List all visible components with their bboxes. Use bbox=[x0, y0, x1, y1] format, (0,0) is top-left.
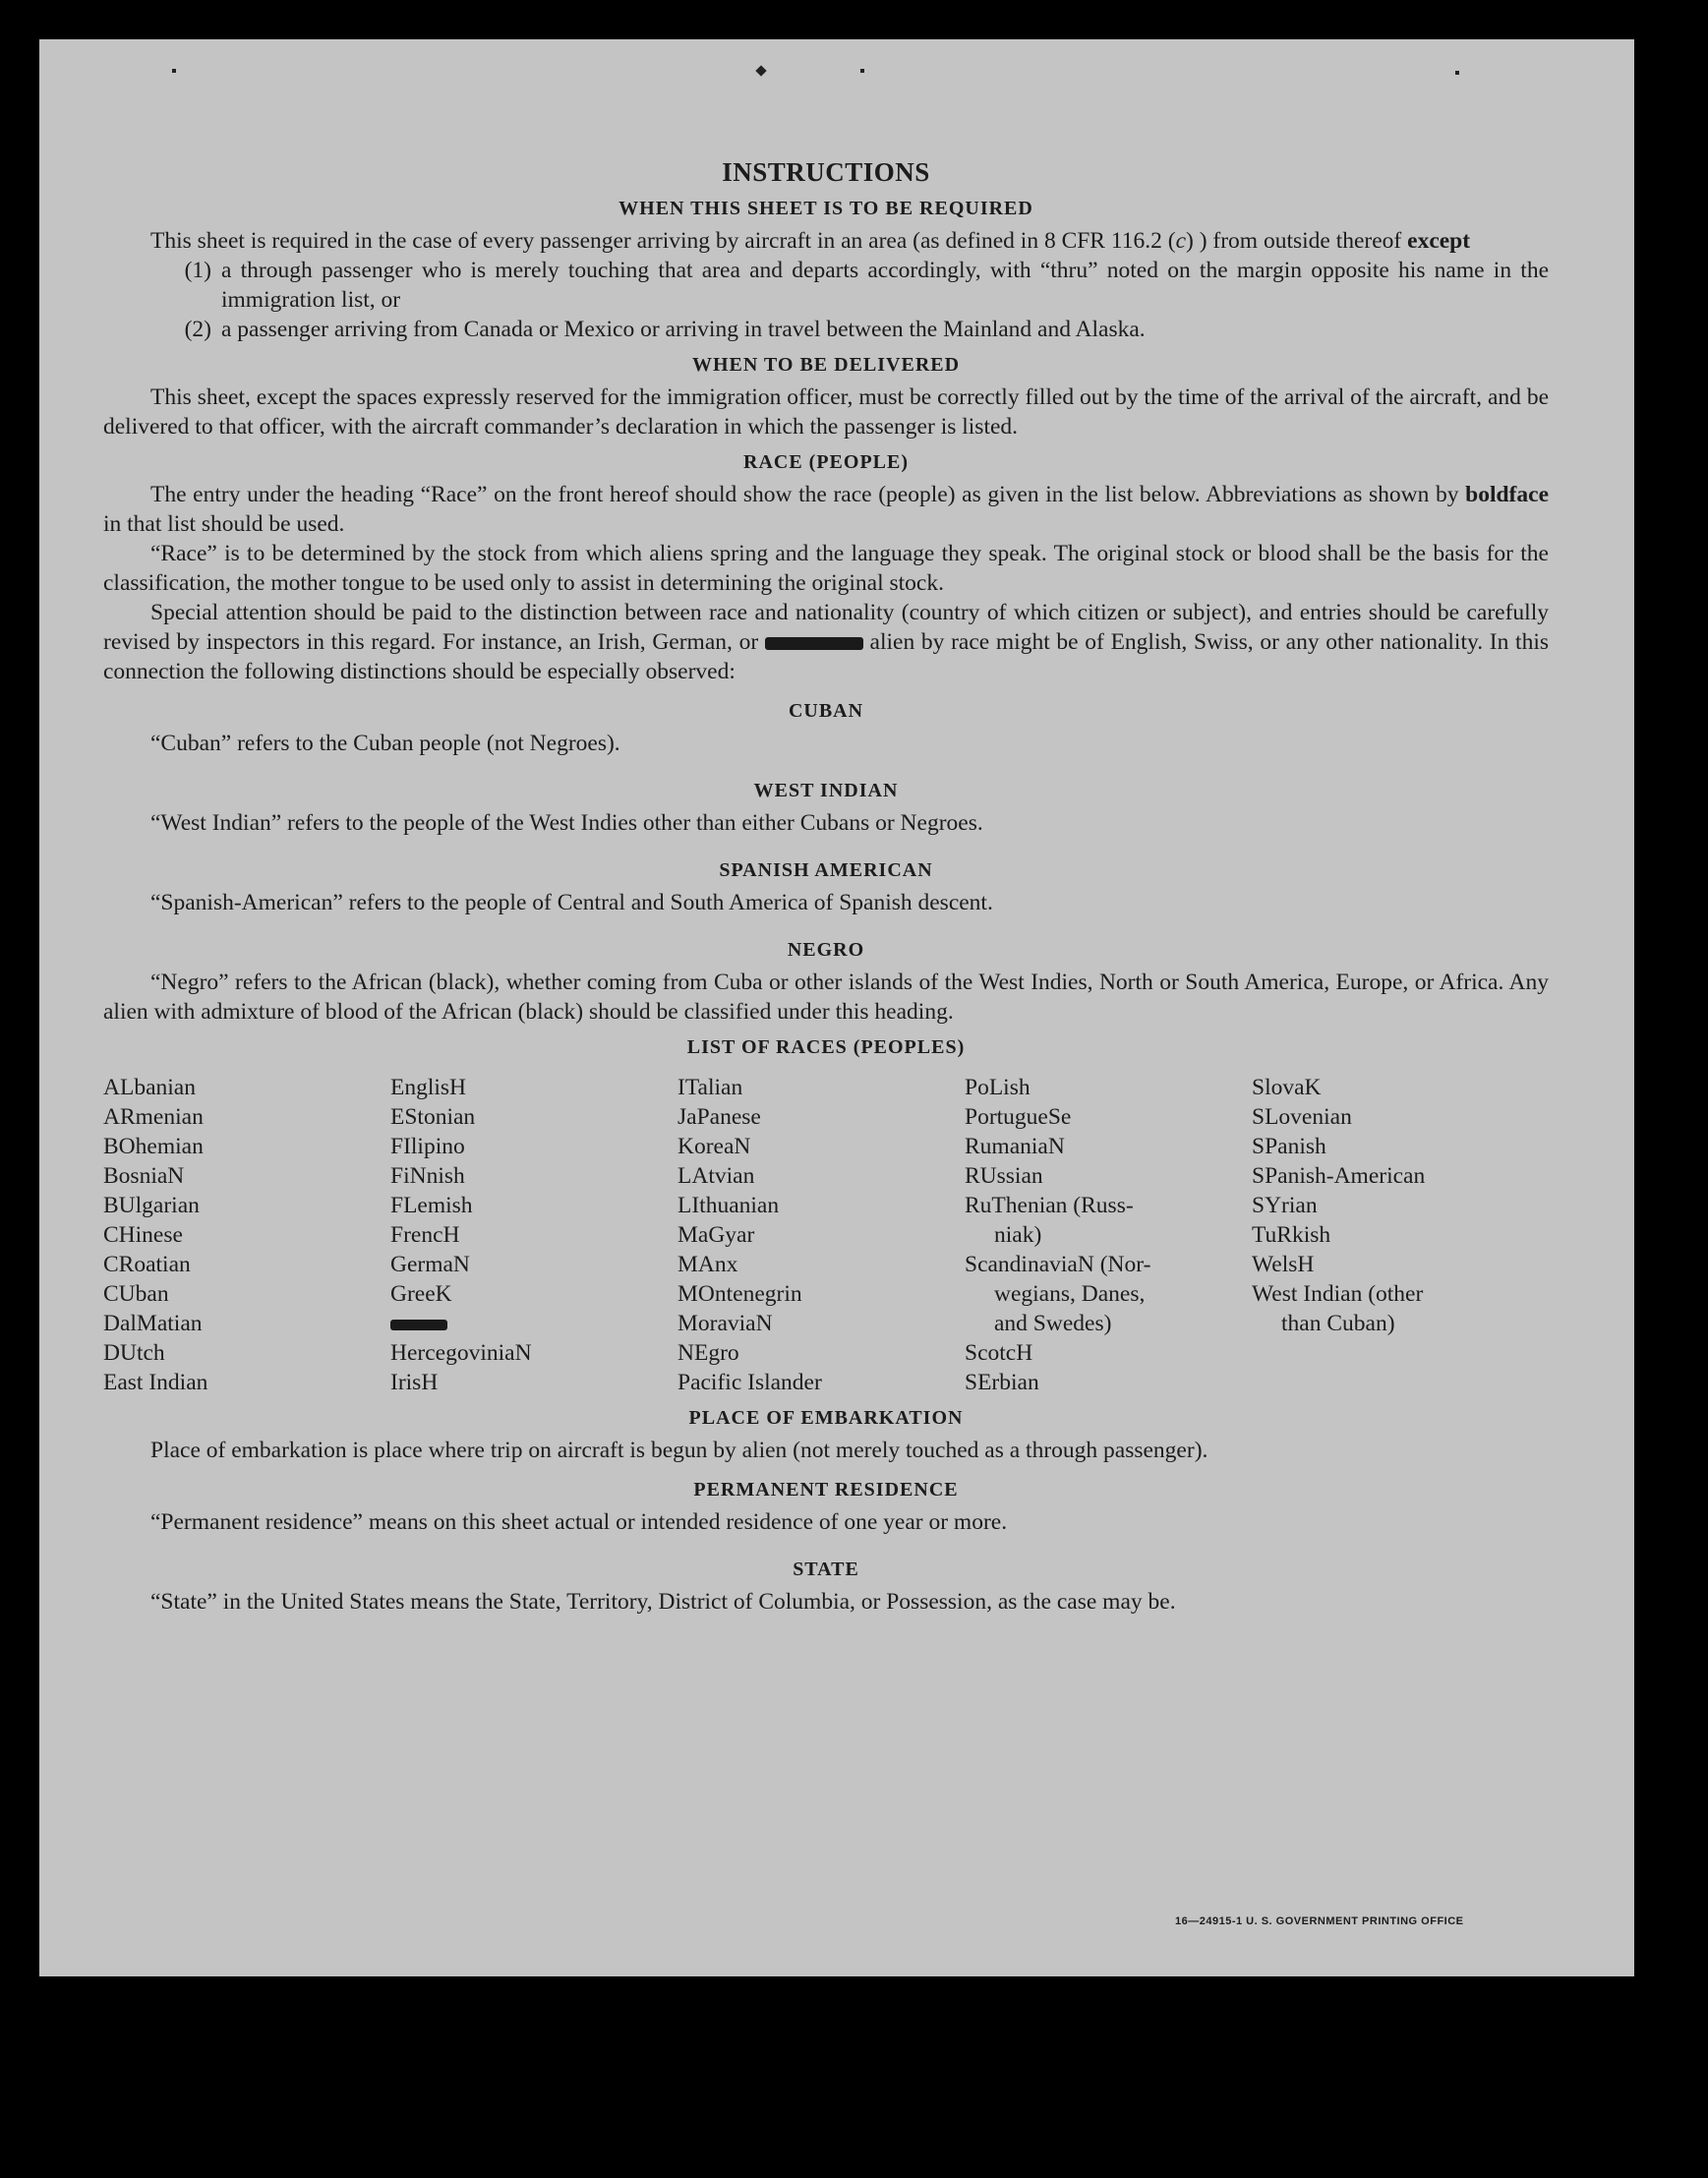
intro-italic-c: c bbox=[1175, 228, 1186, 254]
list-item-text: a through passenger who is merely touching that area and departs accordingly, with “thru” noted on the margin opposite his name in the immigration list, or bbox=[221, 258, 1549, 313]
race-entry: SYrian bbox=[1252, 1193, 1318, 1218]
race-entry-continuation: and Swedes) bbox=[994, 1311, 1112, 1336]
race-entry: ScandinaviaN (Nor- bbox=[965, 1252, 1151, 1277]
race-entry: BOhemian bbox=[103, 1134, 204, 1159]
race-entry: RuThenian (Russ- bbox=[965, 1193, 1134, 1218]
race-entry: FiNnish bbox=[390, 1163, 465, 1189]
race-text: The entry under the heading “Race” on the front hereof should show the race (people) as given in the list below. Abbreviations as shown by bbox=[150, 482, 1466, 507]
race-entry: Pacific Islander bbox=[677, 1370, 822, 1395]
race-entry: CRoatian bbox=[103, 1252, 191, 1277]
race-entry: SPanish-American bbox=[1252, 1163, 1426, 1189]
race-entry: FrencH bbox=[390, 1222, 460, 1248]
instructions-body bbox=[103, 157, 1549, 1617]
intro-text: ) ) from outside thereof bbox=[1186, 228, 1408, 254]
section-heading-spanish-american: SPANISH AMERICAN bbox=[719, 859, 933, 881]
race-entry: SLovenian bbox=[1252, 1104, 1352, 1130]
race-entry: GreeK bbox=[390, 1281, 452, 1307]
embarkation-text: Place of embarkation is place where trip on aircraft is begun by alien (not merely touched as a through passenger). bbox=[150, 1438, 1208, 1463]
race-entry: NEgro bbox=[677, 1340, 739, 1366]
races-list bbox=[103, 1073, 1549, 1397]
section-heading-state: STATE bbox=[793, 1559, 859, 1580]
race-entry: PortugueSe bbox=[965, 1104, 1072, 1130]
speck-mark bbox=[172, 69, 176, 73]
race-text: in that list should be used. bbox=[103, 511, 345, 537]
race-entry: HercegoviniaN bbox=[390, 1340, 532, 1366]
race-entry: BosniaN bbox=[103, 1163, 185, 1189]
race-entry: EnglisH bbox=[390, 1075, 467, 1100]
race-entry: SErbian bbox=[965, 1370, 1039, 1395]
race-paragraph-3 bbox=[103, 598, 1549, 686]
race-entry: RUssian bbox=[965, 1163, 1043, 1189]
race-entry: BUlgarian bbox=[103, 1193, 200, 1218]
spanish-american-text: “Spanish-American” refers to the people of Central and South America of Spanish descent. bbox=[150, 890, 993, 915]
race-entry: DalMatian bbox=[103, 1311, 203, 1336]
redaction-blot bbox=[765, 637, 863, 650]
race-entry: LAtvian bbox=[677, 1163, 755, 1189]
race-entry: FIlipino bbox=[390, 1134, 465, 1159]
race-entry: SPanish bbox=[1252, 1134, 1326, 1159]
speck-mark bbox=[755, 65, 766, 76]
section-heading-races-list: LIST OF RACES (PEOPLES) bbox=[686, 1036, 966, 1058]
state-text: “State” in the United States means the State, Territory, District of Columbia, or Possession, as the case may be. bbox=[150, 1589, 1176, 1615]
race-entry: ARmenian bbox=[103, 1104, 204, 1130]
when-required-intro bbox=[103, 226, 1549, 256]
section-heading-negro: NEGRO bbox=[787, 939, 865, 961]
section-heading-when-delivered: WHEN TO BE DELIVERED bbox=[691, 354, 961, 376]
race-entry: ScotcH bbox=[965, 1340, 1033, 1366]
race-entry-continuation: niak) bbox=[994, 1222, 1042, 1248]
section-heading-embarkation: PLACE OF EMBARKATION bbox=[688, 1407, 964, 1429]
race-entry: GermaN bbox=[390, 1252, 470, 1277]
residence-text: “Permanent residence” means on this sheet actual or intended residence of one year or more. bbox=[150, 1509, 1008, 1535]
race-entry: FLemish bbox=[390, 1193, 473, 1218]
race-entry: RumaniaN bbox=[965, 1134, 1065, 1159]
race-entry: SlovaK bbox=[1252, 1075, 1322, 1100]
race-paragraph-1 bbox=[103, 480, 1549, 539]
race-entry-continuation: wegians, Danes, bbox=[994, 1281, 1146, 1307]
race-entry-redacted bbox=[390, 1309, 677, 1338]
race-entry: ITalian bbox=[677, 1075, 743, 1100]
race-entry: EStonian bbox=[390, 1104, 476, 1130]
list-item-text: a passenger arriving from Canada or Mexico or arriving in travel between the Mainland and Alaska. bbox=[221, 317, 1146, 342]
speck-mark bbox=[1455, 71, 1459, 75]
race-entry: IrisH bbox=[390, 1370, 439, 1395]
intro-text: This sheet is required in the case of every passenger arriving by aircraft in an area (as defined in 8 CFR 116.2 ( bbox=[150, 228, 1176, 254]
race-entry: West Indian (other bbox=[1252, 1281, 1424, 1307]
when-delivered-text: This sheet, except the spaces expressly reserved for the immigration officer, must be correctly filled out by the time of the arrival of the aircraft, and be delivered to that officer, with the aircraft commander’s declaration in which the passenger is listed. bbox=[103, 384, 1549, 440]
race-entry: ALbanian bbox=[103, 1075, 196, 1100]
section-heading-when-required: WHEN THIS SHEET IS TO BE REQUIRED bbox=[618, 198, 1033, 219]
race-entry: PoLish bbox=[965, 1075, 1031, 1100]
race-entry: KoreaN bbox=[677, 1134, 751, 1159]
race-entry: MoraviaN bbox=[677, 1311, 773, 1336]
section-heading-west-indian: WEST INDIAN bbox=[753, 780, 899, 801]
race-text: Special attention should be paid to the distinction between race and nationality (country of which citizen or subject), and entries should be carefully revised by inspectors in this regard. For instance, an Irish, German, or bbox=[103, 600, 1549, 655]
document-sheet bbox=[39, 39, 1634, 1976]
race-paragraph-2: “Race” is to be determined by the stock from which aliens spring and the language they speak. The original stock or blood shall be the basis for the classification, the mother tongue to be used only to assist in determining the original stock. bbox=[103, 541, 1549, 596]
list-item bbox=[103, 256, 1549, 315]
intro-except: except bbox=[1407, 228, 1471, 254]
speck-mark bbox=[860, 69, 864, 73]
west-indian-text: “West Indian” refers to the people of the West Indies other than either Cubans or Negroes. bbox=[150, 810, 983, 836]
race-entry: LIthuanian bbox=[677, 1193, 780, 1218]
race-text: alien by race might be of English, Swiss, or any other nationality. In this connection the following distinctions should be especially observed: bbox=[103, 629, 1549, 684]
race-entry: JaPanese bbox=[677, 1104, 761, 1130]
races-column-5 bbox=[1252, 1073, 1547, 1397]
races-column-4 bbox=[965, 1073, 1252, 1397]
section-heading-residence: PERMANENT RESIDENCE bbox=[693, 1479, 959, 1501]
negro-text: “Negro” refers to the African (black), whether coming from Cuba or other islands of the West Indies, North or South America, Europe, or Africa. Any alien with admixture of blood of the African (black) should be classified under this heading. bbox=[103, 970, 1549, 1025]
section-heading-race: RACE (PEOPLE) bbox=[743, 451, 909, 473]
race-entry: DUtch bbox=[103, 1340, 165, 1366]
list-item-number: (1) bbox=[184, 258, 211, 283]
race-entry: MaGyar bbox=[677, 1222, 755, 1248]
race-entry-continuation: than Cuban) bbox=[1281, 1311, 1395, 1336]
race-entry: CUban bbox=[103, 1281, 169, 1307]
race-entry: MOntenegrin bbox=[677, 1281, 802, 1307]
redaction-blot bbox=[390, 1320, 447, 1330]
race-entry: WelsH bbox=[1252, 1252, 1315, 1277]
race-entry: CHinese bbox=[103, 1222, 183, 1248]
race-entry: East Indian bbox=[103, 1370, 208, 1395]
race-entry: MAnx bbox=[677, 1252, 738, 1277]
page-title: INSTRUCTIONS bbox=[722, 157, 930, 187]
races-column-2 bbox=[390, 1073, 677, 1397]
printing-office-footer: 16—24915-1 U. S. GOVERNMENT PRINTING OFFICE bbox=[1175, 1915, 1464, 1927]
section-heading-cuban: CUBAN bbox=[788, 700, 864, 722]
cuban-text: “Cuban” refers to the Cuban people (not Negroes). bbox=[150, 731, 620, 756]
list-item bbox=[103, 315, 1549, 344]
races-column-3 bbox=[677, 1073, 965, 1397]
race-entry: TuRkish bbox=[1252, 1222, 1331, 1248]
races-column-1 bbox=[103, 1073, 390, 1397]
list-item-number: (2) bbox=[184, 317, 211, 342]
race-bold-word: boldface bbox=[1465, 482, 1549, 507]
